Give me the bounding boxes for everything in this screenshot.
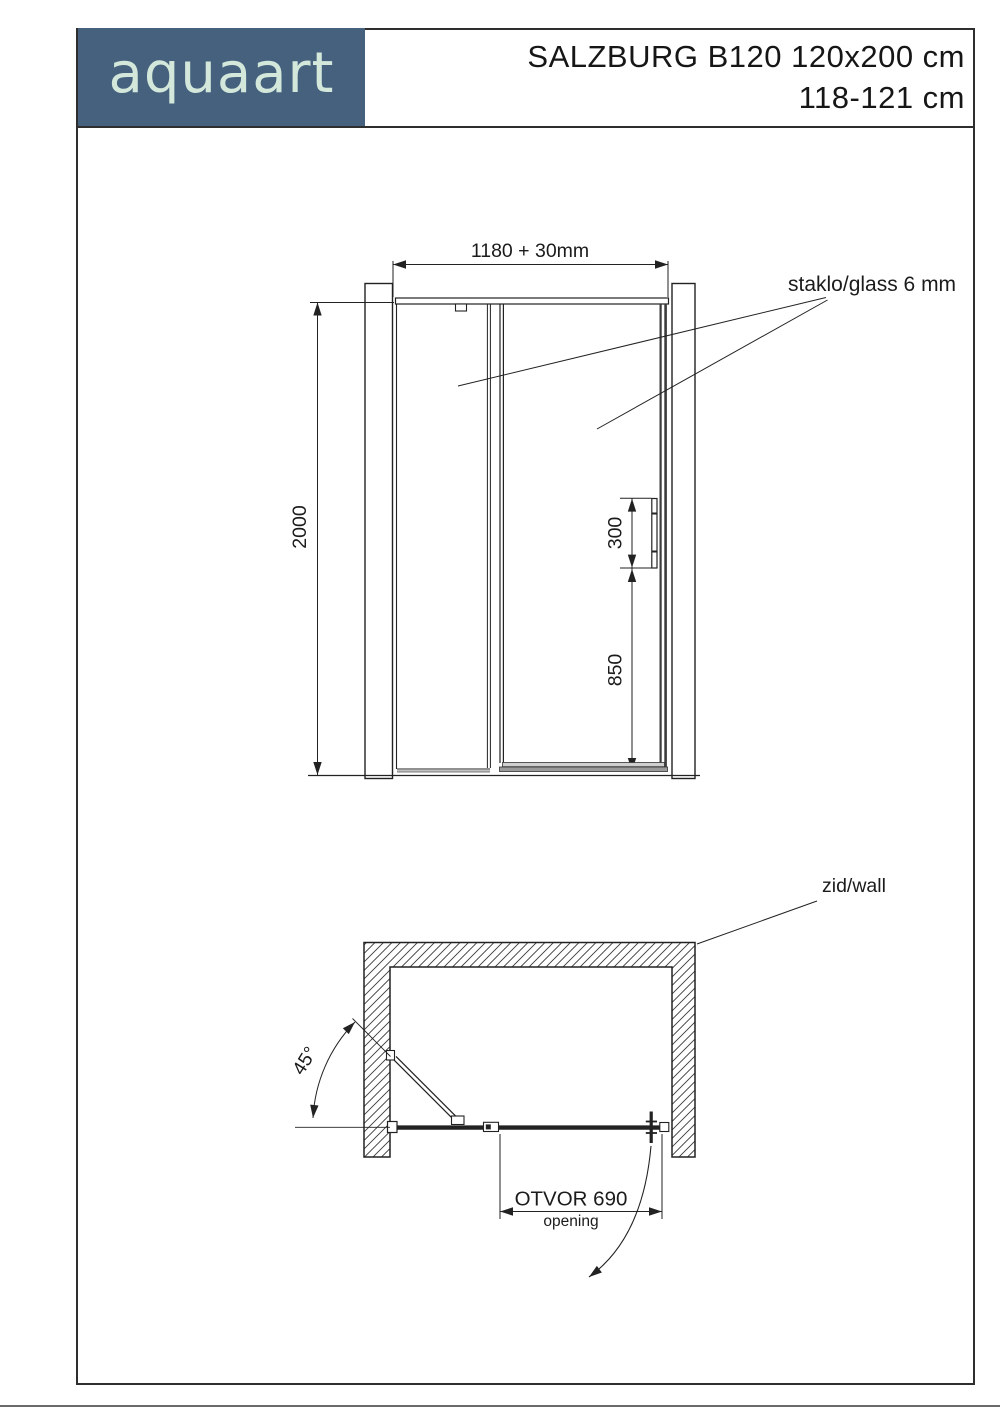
wall-profile-right	[672, 284, 695, 779]
dimension-opening-sublabel: opening	[543, 1213, 599, 1230]
support-bar-wall-bracket	[387, 1051, 395, 1061]
glass-label: staklo/glass 6 mm	[788, 273, 957, 296]
wall-bracket-right	[660, 1123, 669, 1132]
product-title: SALZBURG B120 120x200 cm	[527, 39, 965, 74]
brand-logo-text: aquaart	[108, 41, 335, 106]
arrowhead	[309, 1105, 319, 1119]
arrowhead	[649, 1207, 662, 1215]
bottom-threshold	[397, 763, 668, 772]
pivot-connector	[484, 1122, 499, 1131]
dimension-angle-label: 45°	[288, 1043, 322, 1079]
front-view	[289, 240, 956, 779]
dimension-height-label: 2000	[289, 505, 311, 549]
wall-section	[364, 943, 695, 1158]
arrowhead	[500, 1207, 513, 1215]
wall-label: zid/wall	[822, 875, 886, 897]
dimension-handle-floor-label: 850	[604, 653, 627, 687]
support-bar-mount	[456, 304, 467, 311]
top-frame-bar	[396, 298, 669, 304]
dimension-width	[393, 260, 668, 297]
dimension-width-label: 1180 + 30mm	[470, 240, 590, 262]
door-handle-front	[652, 499, 657, 569]
arrowhead	[393, 260, 406, 268]
arrowhead	[628, 555, 636, 568]
arrowhead	[628, 569, 636, 582]
plan-view	[289, 875, 886, 1280]
arrowhead	[628, 499, 636, 512]
dimension-handle-floor	[628, 568, 636, 772]
dimension-handle-label: 300	[604, 516, 627, 550]
arrowhead	[655, 260, 668, 268]
glass-leader-lines	[458, 298, 828, 430]
wall-leader-line	[697, 901, 817, 944]
arrowhead	[313, 762, 321, 775]
adjustment-range: 118-121 cm	[798, 80, 965, 115]
wall-profile-left	[365, 284, 393, 779]
dimension-opening-label: OTVOR 690	[514, 1187, 628, 1211]
page-bottom-edge	[0, 1405, 1000, 1407]
arrowhead	[313, 303, 321, 316]
support-bar	[387, 1051, 465, 1125]
support-bar-foot	[452, 1116, 465, 1125]
